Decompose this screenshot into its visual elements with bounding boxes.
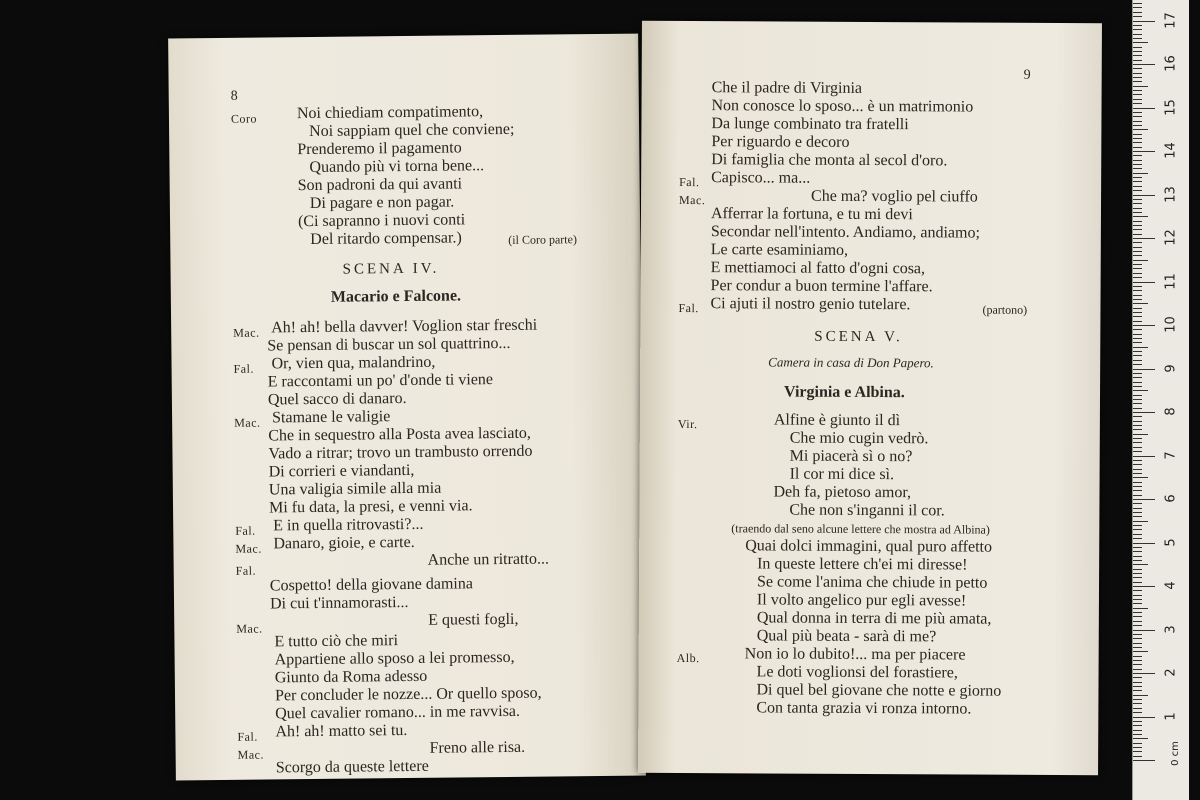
ruler-tick [1133, 116, 1142, 117]
verse-line: Le carte esaminiamo, [710, 241, 849, 259]
ruler-number: 2 [1163, 668, 1179, 677]
verse-line: In queste lettere ch'ei mi diresse! [757, 555, 968, 574]
ruler-tick [1133, 147, 1142, 148]
ruler-tick [1133, 329, 1142, 330]
ruler-tick [1133, 464, 1142, 465]
ruler-tick [1133, 121, 1142, 122]
ruler-tick [1133, 499, 1155, 500]
ruler-tick [1133, 112, 1142, 113]
verse-line: Deh fa, pietoso amor, [773, 483, 912, 502]
verse-line: Mi piacerà sì o no? [789, 447, 913, 466]
verse-line: Non conosce lo sposo... è un matrimonio [711, 97, 974, 116]
ruler-tick [1133, 316, 1142, 317]
ruler-tick [1133, 512, 1142, 513]
verse-line: Or, vien qua, malandrino, [271, 353, 436, 373]
ruler-tick [1133, 42, 1148, 43]
ruler-tick [1133, 229, 1142, 230]
verse-line: Il volto angelico pur egli avesse! [756, 591, 967, 610]
ruler-tick [1133, 616, 1142, 617]
ruler-tick [1133, 451, 1142, 452]
ruler-tick [1133, 390, 1148, 391]
ruler-number: 10 [1163, 316, 1179, 333]
verse-line: Quel cavalier romano... in me ravvisa. [275, 702, 521, 723]
ruler-tick [1133, 490, 1142, 491]
verse-line: Il cor mi dice sì. [789, 465, 895, 484]
ruler-tick [1133, 560, 1142, 561]
ruler-tick [1133, 529, 1142, 530]
ruler-tick [1133, 355, 1142, 356]
verse-line: Che mio cugin vedrò. [789, 429, 929, 448]
ruler-tick [1133, 717, 1155, 718]
ruler-tick [1133, 203, 1142, 204]
ruler-tick [1133, 703, 1142, 704]
verse-line: E mettiamoci al fatto d'ogni cosa, [710, 259, 926, 278]
ruler-tick [1133, 73, 1142, 74]
verse-line: Ah! ah! matto sei tu. [275, 722, 408, 741]
ruler-tick [1133, 534, 1142, 535]
ruler-tick [1133, 382, 1142, 383]
ruler-tick [1133, 81, 1142, 82]
verse-line: Ci ajuti il nostro genio tutelare. [710, 295, 911, 314]
ruler-tick [1133, 347, 1148, 348]
ruler-tick [1133, 543, 1155, 544]
verse-line: E questi fogli, [428, 610, 519, 629]
ruler-tick [1133, 699, 1142, 700]
ruler-tick [1133, 134, 1142, 135]
ruler-tick [1133, 64, 1155, 65]
ruler-tick [1133, 86, 1148, 87]
ruler-tick [1133, 421, 1142, 422]
ruler-tick [1133, 608, 1148, 609]
verse-line: Una valigia simile alla mia [268, 479, 442, 499]
ruler-tick [1133, 690, 1142, 691]
verse-line: (Ci sapranno i nuovi conti [297, 211, 466, 231]
ruler-tick [1133, 34, 1142, 35]
ruler-tick [1133, 460, 1142, 461]
scene-characters: Virginia e Albina. [783, 383, 905, 402]
verse-line: E raccontami un po' d'onde ti viene [267, 371, 494, 391]
verse-line: Quel sacco di danaro. [267, 390, 407, 409]
ruler-tick [1133, 342, 1142, 343]
ruler-tick [1133, 99, 1142, 100]
verse-line: Che ma? voglio pel ciuffo [811, 187, 978, 206]
verse-line: Stamane le valigie [272, 408, 391, 427]
ruler-tick [1133, 286, 1142, 287]
ruler-tick [1133, 682, 1142, 683]
ruler-tick [1133, 360, 1142, 361]
ruler-tick [1133, 308, 1142, 309]
verse-line: Giunto da Roma adesso [274, 667, 428, 687]
ruler-tick [1133, 408, 1142, 409]
verse-line: Non io lo dubito!... ma per piacere [744, 645, 966, 664]
verse-line: Mi fu data, la presi, e venni via. [268, 497, 473, 517]
speaker-label: Fal. [679, 174, 700, 190]
ruler-tick [1133, 21, 1155, 22]
ruler-tick [1133, 647, 1142, 648]
ruler-tick [1133, 47, 1142, 48]
verse-line: Di pagare e non pagar. [309, 193, 455, 213]
ruler-number: 16 [1163, 55, 1179, 72]
ruler-tick [1133, 590, 1142, 591]
ruler-tick [1133, 756, 1142, 757]
ruler-tick [1133, 25, 1142, 26]
left-page [168, 34, 646, 781]
ruler-tick [1133, 7, 1142, 8]
ruler-tick [1133, 412, 1155, 413]
speaker-label: Mac. [678, 192, 706, 208]
ruler-number: 4 [1163, 581, 1179, 590]
ruler-tick [1133, 586, 1155, 587]
ruler-tick [1133, 482, 1142, 483]
ruler-tick [1133, 556, 1142, 557]
ruler-number: 7 [1163, 450, 1179, 460]
ruler-tick [1133, 751, 1142, 752]
ruler-tick [1133, 351, 1142, 352]
ruler-tick [1133, 255, 1142, 256]
ruler-tick [1133, 273, 1142, 274]
speaker-label: Mac. [237, 747, 265, 762]
ruler-tick [1133, 612, 1142, 613]
speaker-label: Fal. [233, 361, 255, 376]
verse-line: Qual più beata - sarà di me? [756, 627, 937, 646]
ruler-tick [1133, 251, 1142, 252]
ruler-tick [1133, 508, 1142, 509]
ruler-tick [1133, 325, 1155, 326]
ruler-tick [1133, 264, 1142, 265]
ruler-tick [1133, 630, 1155, 631]
verse-line: Che il padre di Virginia [711, 79, 863, 97]
ruler-tick [1133, 425, 1142, 426]
ruler-tick [1133, 38, 1142, 39]
verse-line: Noi sappiam quel che conviene; [309, 120, 515, 141]
ruler-tick [1133, 456, 1155, 457]
ruler-tick [1133, 177, 1142, 178]
verse-line: Alfine è giunto il dì [773, 411, 901, 430]
stage-direction: (il Coro parte) [508, 232, 577, 247]
ruler-tick [1133, 760, 1155, 761]
ruler-tick [1133, 434, 1148, 435]
ruler-number: 11 [1163, 272, 1179, 290]
speaker-label: Fal. [235, 563, 257, 578]
ruler-tick [1133, 403, 1142, 404]
ruler-tick [1133, 634, 1142, 635]
speaker-label: Fal. [678, 300, 699, 316]
verse-line: Le doti voglionsi del forastiere, [756, 663, 958, 682]
speaker-label: Mac. [233, 325, 260, 340]
ruler-tick [1133, 495, 1142, 496]
ruler-tick [1133, 181, 1142, 182]
ruler-tick [1133, 29, 1142, 30]
ruler-tick [1133, 277, 1142, 278]
verse-line: Con tanta grazia vi ronza intorno. [756, 699, 972, 718]
ruler-tick [1133, 68, 1142, 69]
verse-line: Appartiene allo sposo a lei promesso, [274, 648, 515, 669]
ruler-tick [1133, 521, 1148, 522]
ruler-tick [1133, 429, 1142, 430]
ruler-tick [1133, 503, 1142, 504]
ruler-tick [1133, 447, 1142, 448]
verse-line: Di cui t'innamorasti... [269, 593, 409, 613]
verse-line: Ah! ah! bella davver! Voglion star freschi [271, 316, 538, 337]
verse-line: Di quel bel giovane che notte e giorno [756, 681, 1002, 700]
verse-line: Che non s'inganni il cor. [789, 501, 945, 520]
scene-title: SCENA V. [814, 328, 903, 346]
ruler-tick [1133, 94, 1142, 95]
verse-line: Capisco... ma... [711, 169, 811, 187]
ruler-number: 14 [1163, 142, 1179, 159]
ruler-tick [1133, 338, 1142, 339]
ruler-tick [1133, 295, 1142, 296]
ruler-tick [1133, 125, 1142, 126]
speaker-label: Vir. [677, 416, 698, 432]
ruler-tick [1133, 386, 1142, 387]
verse-line: Afferrar la fortuna, e tu mi devi [710, 205, 913, 224]
ruler-number: 6 [1163, 494, 1179, 503]
ruler-tick [1133, 660, 1142, 661]
ruler-tick [1133, 77, 1142, 78]
ruler-tick [1133, 90, 1142, 91]
verse-line: Quando più vi torna bene... [309, 157, 485, 177]
ruler-tick [1133, 221, 1142, 222]
ruler-tick [1133, 216, 1148, 217]
verse-line: Per condur a buon termine l'affare. [710, 277, 933, 296]
ruler-tick [1133, 651, 1148, 652]
ruler-tick [1133, 173, 1148, 174]
ruler-tick [1133, 473, 1142, 474]
page-number: 9 [1023, 67, 1031, 83]
verse-line: Danaro, gioie, e carte. [273, 533, 415, 553]
verse-line: Per concluder le nozze... Or quello sposo, [274, 684, 542, 705]
ruler-tick [1133, 708, 1142, 709]
ruler-tick [1133, 103, 1142, 104]
ruler-number: 8 [1163, 407, 1179, 416]
verse-line: Secondar nell'intento. Andiamo, andiamo; [710, 223, 980, 242]
verse-line: Scorgo da queste lettere [275, 757, 429, 777]
ruler-tick [1133, 234, 1142, 235]
verse-line: Son padroni da qui avanti [297, 175, 463, 195]
verse-line: Quai dolci immagini, qual puro affetto [745, 537, 993, 556]
verse-line: Se pensan di buscar un sol quattrino... [267, 334, 511, 355]
ruler-tick [1133, 582, 1142, 583]
speaker-label: Mac. [234, 415, 261, 430]
ruler-tick [1133, 677, 1142, 678]
speaker-label: Mac. [235, 541, 262, 556]
ruler-tick [1133, 395, 1142, 396]
ruler-tick [1133, 190, 1142, 191]
ruler-tick [1133, 195, 1155, 196]
ruler-tick [1133, 160, 1142, 161]
ruler-tick [1133, 747, 1142, 748]
ruler-tick [1133, 730, 1142, 731]
ruler-tick [1133, 673, 1155, 674]
ruler-tick [1133, 208, 1142, 209]
ruler-number: 12 [1163, 229, 1179, 246]
ruler-tick [1133, 538, 1142, 539]
verse-line: Di famiglia che monta al secol d'oro. [711, 151, 948, 170]
stage-direction: (traendo dal seno alcune lettere che mostra ad Albina) [731, 521, 990, 537]
ruler-tick [1133, 151, 1155, 152]
scene-setting: Camera in casa di Don Papero. [768, 354, 934, 371]
ruler-tick [1133, 247, 1142, 248]
ruler-number: 17 [1163, 11, 1179, 29]
ruler-tick [1133, 686, 1142, 687]
ruler-tick [1133, 3, 1142, 4]
speaker-label: Alb. [676, 650, 700, 666]
verse-line: Vado a ritrar; trovo un trambusto orrendo [268, 442, 533, 463]
ruler-tick [1133, 290, 1142, 291]
ruler-tick [1133, 321, 1142, 322]
ruler-unit-label: 0 cm [1169, 741, 1181, 766]
ruler-tick [1133, 225, 1142, 226]
ruler-tick [1133, 625, 1142, 626]
ruler-number: 15 [1163, 98, 1179, 116]
scene-characters: Macario e Falcone. [330, 287, 462, 306]
ruler-tick [1133, 155, 1142, 156]
speaker-label: Mac. [236, 621, 263, 636]
ruler-tick [1133, 638, 1142, 639]
ruler-tick [1133, 551, 1142, 552]
ruler-tick [1133, 186, 1142, 187]
verse-line: Se come l'anima che chiude in petto [756, 573, 988, 592]
ruler-tick [1133, 664, 1142, 665]
ruler-tick [1133, 312, 1142, 313]
ruler-tick [1133, 603, 1142, 604]
ruler-tick [1133, 51, 1142, 52]
ruler-tick [1133, 260, 1148, 261]
ruler-number: 1 [1163, 711, 1179, 721]
ruler-tick [1133, 516, 1142, 517]
ruler-tick [1133, 129, 1148, 130]
verse-line: Cospetto! della giovane damina [269, 575, 474, 595]
ruler-tick [1133, 164, 1142, 165]
ruler-tick [1133, 595, 1142, 596]
ruler-tick [1133, 399, 1142, 400]
ruler-tick [1133, 242, 1142, 243]
ruler-tick [1133, 373, 1142, 374]
ruler-tick [1133, 238, 1155, 239]
ruler-tick [1133, 199, 1142, 200]
ruler-tick [1133, 60, 1142, 61]
verse-line: E tutto ciò che miri [274, 632, 399, 651]
ruler-tick [1133, 743, 1142, 744]
ruler-tick [1133, 621, 1142, 622]
ruler-tick [1133, 547, 1142, 548]
verse-line: E in quella ritrovasti?... [273, 515, 424, 535]
ruler-number: 13 [1163, 185, 1179, 203]
ruler-tick [1133, 712, 1142, 713]
ruler-tick [1133, 142, 1142, 143]
ruler-tick [1133, 12, 1142, 13]
ruler-tick [1133, 721, 1142, 722]
ruler-tick [1133, 564, 1148, 565]
ruler-tick [1133, 369, 1155, 370]
ruler-tick [1133, 138, 1142, 139]
stage-direction: (partono) [982, 302, 1028, 317]
ruler-tick [1133, 212, 1142, 213]
speaker-label: Fal. [235, 523, 256, 538]
right-page [638, 21, 1102, 775]
ruler-tick [1133, 299, 1142, 300]
ruler-tick [1133, 573, 1142, 574]
ruler-tick [1133, 643, 1142, 644]
ruler-tick [1133, 486, 1142, 487]
verse-line: Noi chiediam compatimento, [296, 103, 484, 123]
ruler-tick [1133, 577, 1142, 578]
ruler-tick [1133, 569, 1142, 570]
ruler-tick [1133, 469, 1142, 470]
ruler-tick [1133, 168, 1142, 169]
ruler-tick [1133, 268, 1142, 269]
verse-line: Freno alle risa. [429, 738, 526, 757]
ruler-number: 9 [1163, 363, 1179, 373]
ruler-tick [1133, 16, 1142, 17]
ruler-tick [1133, 669, 1142, 670]
verse-line: Di corrieri e viandanti, [268, 461, 415, 481]
ruler-tick [1133, 303, 1148, 304]
verse-line: Del ritardo compensar.) [310, 229, 462, 249]
page-number: 8 [230, 88, 238, 104]
scene-title: SCENA IV. [342, 260, 440, 278]
ruler-tick [1133, 442, 1142, 443]
verse-line: Qual donna in terra di me più amata, [756, 609, 992, 628]
verse-line: Prenderemo il pagamento [297, 139, 462, 159]
verse-line: Da lunge combinato tra fratelli [711, 115, 909, 134]
ruler-tick [1133, 738, 1148, 739]
ruler-tick [1133, 695, 1148, 696]
ruler-tick [1133, 656, 1142, 657]
ruler-tick [1133, 525, 1142, 526]
ruler-tick [1133, 734, 1142, 735]
speaker-label: Coro [230, 111, 258, 126]
ruler-tick [1133, 599, 1142, 600]
ruler-tick [1133, 108, 1155, 109]
ruler-tick [1133, 725, 1142, 726]
ruler-tick [1133, 334, 1142, 335]
ruler-number: 3 [1163, 624, 1179, 634]
verse-line: Anche un ritratto... [427, 550, 549, 569]
ruler-tick [1133, 438, 1142, 439]
ruler-tick [1133, 55, 1142, 56]
verse-line: Che in sequestro alla Posta avea lasciato, [268, 424, 531, 445]
ruler-tick [1133, 477, 1148, 478]
ruler-tick [1133, 282, 1155, 283]
ruler-tick [1133, 416, 1142, 417]
ruler-number: 5 [1163, 537, 1179, 547]
ruler-tick [1133, 364, 1142, 365]
speaker-label: Fal. [237, 729, 258, 744]
measuring-ruler [1132, 0, 1189, 800]
ruler-tick [1133, 377, 1142, 378]
verse-line: Per riguardo e decoro [711, 133, 850, 151]
